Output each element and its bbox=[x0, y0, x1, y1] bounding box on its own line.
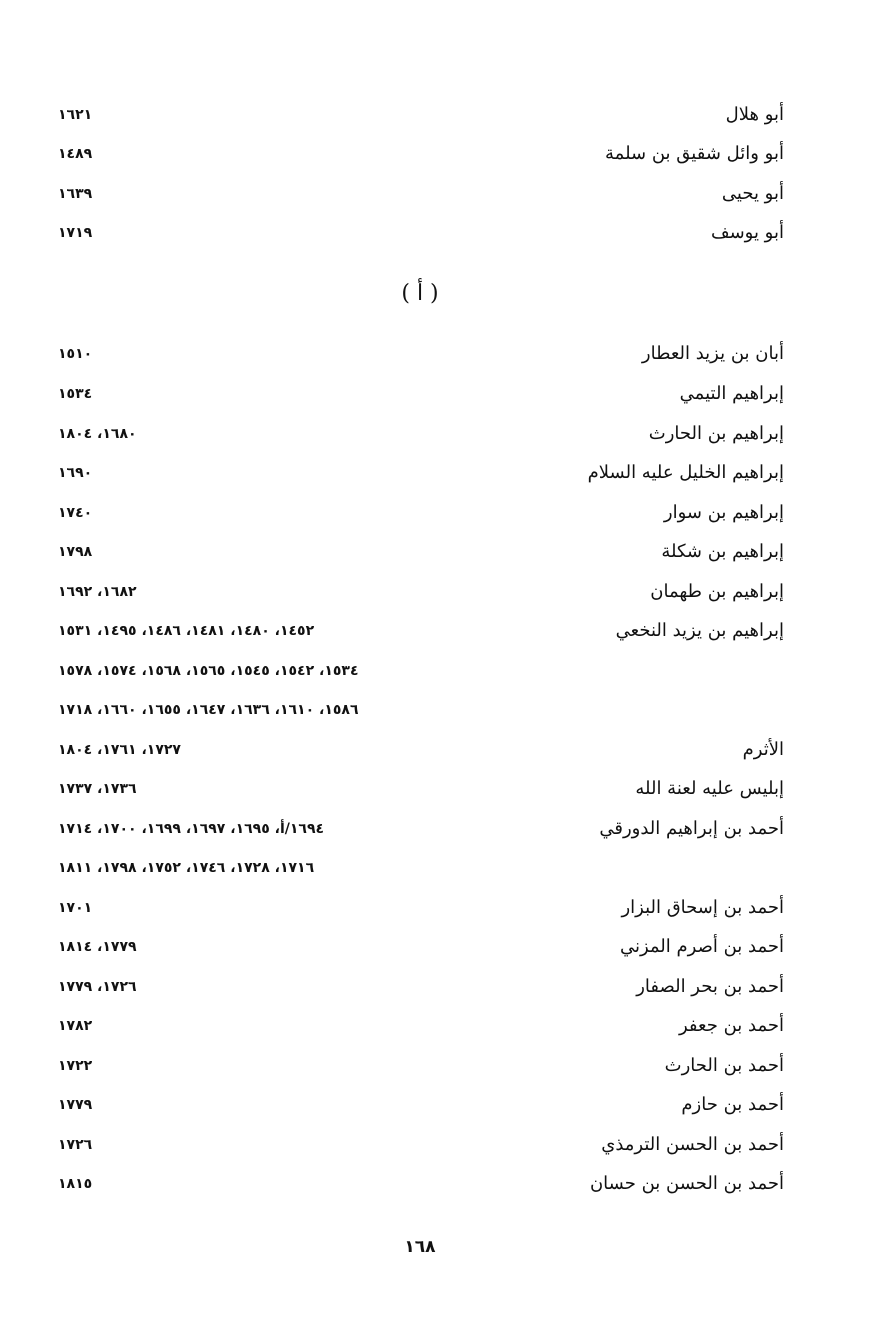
entry-name: إبراهيم بن سوار bbox=[663, 502, 784, 523]
entry-name: إبليس عليه لعنة الله bbox=[635, 778, 784, 799]
entry-pages: ١٥٣٤ bbox=[58, 386, 93, 402]
entry-pages: ١٦٣٩ bbox=[58, 186, 93, 202]
index-entry bbox=[58, 772, 784, 806]
entry-name: أحمد بن الحسن الترمذي bbox=[601, 1134, 784, 1155]
entry-pages: ١٦٨٠، ١٨٠٤ bbox=[58, 426, 137, 442]
index-entry bbox=[58, 970, 784, 1004]
entry-pages: ١٥٣٤، ١٥٤٢، ١٥٤٥، ١٥٦٥، ١٥٦٨، ١٥٧٤، ١٥٧٨ bbox=[58, 663, 359, 679]
page-number: ١٦٨ bbox=[404, 1237, 436, 1257]
entry-name: أحمد بن جعفر bbox=[679, 1015, 784, 1036]
index-entry bbox=[58, 930, 784, 964]
entry-pages: ١٧٢٦، ١٧٧٩ bbox=[58, 979, 137, 995]
entry-pages: ١٧٢٧، ١٧٦١، ١٨٠٤ bbox=[58, 742, 181, 758]
index-entry bbox=[58, 417, 784, 451]
entry-name: إبراهيم بن طهمان bbox=[650, 581, 784, 602]
entry-pages: ١٧٣٦، ١٧٣٧ bbox=[58, 781, 137, 797]
entry-name: أحمد بن إسحاق البزار bbox=[621, 897, 784, 918]
section-heading: ( أ ) bbox=[401, 281, 439, 306]
entry-pages: ١٦٢١ bbox=[58, 107, 93, 123]
index-entry bbox=[58, 177, 784, 211]
entry-pages: ١٧١٩ bbox=[58, 225, 93, 241]
index-entry-continuation bbox=[58, 693, 784, 727]
entry-pages: ١٧٧٩، ١٨١٤ bbox=[58, 939, 137, 955]
index-entry bbox=[58, 733, 784, 767]
index-entry bbox=[58, 1009, 784, 1043]
entry-name: أبان بن يزيد العطار bbox=[641, 343, 784, 364]
entry-name: أبو وائل شقيق بن سلمة bbox=[605, 143, 784, 164]
index-entry bbox=[58, 337, 784, 371]
entry-pages: ١٧١٦، ١٧٢٨، ١٧٤٦، ١٧٥٢، ١٧٩٨، ١٨١١ bbox=[58, 860, 315, 876]
entry-name: إبراهيم بن شكلة bbox=[661, 541, 784, 562]
entry-name: أحمد بن الحارث bbox=[664, 1055, 784, 1076]
index-entry bbox=[58, 456, 784, 490]
entry-name: أبو يحيى bbox=[721, 183, 784, 204]
index-entry bbox=[58, 98, 784, 132]
index-entry bbox=[58, 891, 784, 925]
entry-pages: ١٤٥٢، ١٤٨٠، ١٤٨١، ١٤٨٦، ١٤٩٥، ١٥٣١ bbox=[58, 623, 315, 639]
entry-pages: ١٨١٥ bbox=[58, 1176, 93, 1192]
index-entry bbox=[58, 1128, 784, 1162]
entry-name: أبو هلال bbox=[725, 104, 784, 125]
index-entry bbox=[58, 216, 784, 250]
entry-pages: ١٦٨٢، ١٦٩٢ bbox=[58, 584, 137, 600]
index-entry bbox=[58, 1088, 784, 1122]
index-entry bbox=[58, 614, 784, 648]
entry-pages: ١٧٢٢ bbox=[58, 1058, 93, 1074]
entry-name: أبو يوسف bbox=[710, 222, 784, 243]
entry-pages: ١٧٨٢ bbox=[58, 1018, 93, 1034]
entry-pages: ١٥١٠ bbox=[58, 346, 93, 362]
index-entry bbox=[58, 1049, 784, 1083]
entry-name: أحمد بن بحر الصفار bbox=[636, 976, 784, 997]
entry-name: الأثرم bbox=[742, 739, 784, 760]
entry-pages: ١٧٩٨ bbox=[58, 544, 93, 560]
index-entry bbox=[58, 812, 784, 846]
entry-pages: ١٤٨٩ bbox=[58, 146, 93, 162]
index-entry bbox=[58, 137, 784, 171]
entry-name: إبراهيم التيمي bbox=[679, 383, 784, 404]
index-entry bbox=[58, 535, 784, 569]
index-entry bbox=[58, 496, 784, 530]
entry-pages: ١٦٩٤/أ، ١٦٩٥، ١٦٩٧، ١٦٩٩، ١٧٠٠، ١٧١٤ bbox=[58, 821, 325, 837]
entry-name: أحمد بن الحسن بن حسان bbox=[589, 1173, 784, 1194]
entry-pages: ١٦٩٠ bbox=[58, 465, 93, 481]
index-entry-continuation bbox=[58, 851, 784, 885]
entry-pages: ١٧٤٠ bbox=[58, 505, 93, 521]
entry-pages: ١٧٠١ bbox=[58, 900, 93, 916]
entry-pages: ١٧٧٩ bbox=[58, 1097, 93, 1113]
entry-pages: ١٧٢٦ bbox=[58, 1137, 93, 1153]
entry-name: إبراهيم بن يزيد النخعي bbox=[615, 620, 784, 641]
entry-name: إبراهيم بن الحارث bbox=[648, 423, 784, 444]
entry-name: إبراهيم الخليل عليه السلام bbox=[587, 462, 784, 483]
entry-name: أحمد بن أصرم المزني bbox=[619, 936, 784, 957]
entry-name: أحمد بن إبراهيم الدورقي bbox=[599, 818, 784, 839]
index-entry bbox=[58, 575, 784, 609]
entry-pages: ١٥٨٦، ١٦١٠، ١٦٣٦، ١٦٤٧، ١٦٥٥، ١٦٦٠، ١٧١٨ bbox=[58, 702, 359, 718]
index-entry-continuation bbox=[58, 654, 784, 688]
index-entry bbox=[58, 377, 784, 411]
entry-name: أحمد بن حازم bbox=[681, 1094, 784, 1115]
index-entry bbox=[58, 1167, 784, 1201]
